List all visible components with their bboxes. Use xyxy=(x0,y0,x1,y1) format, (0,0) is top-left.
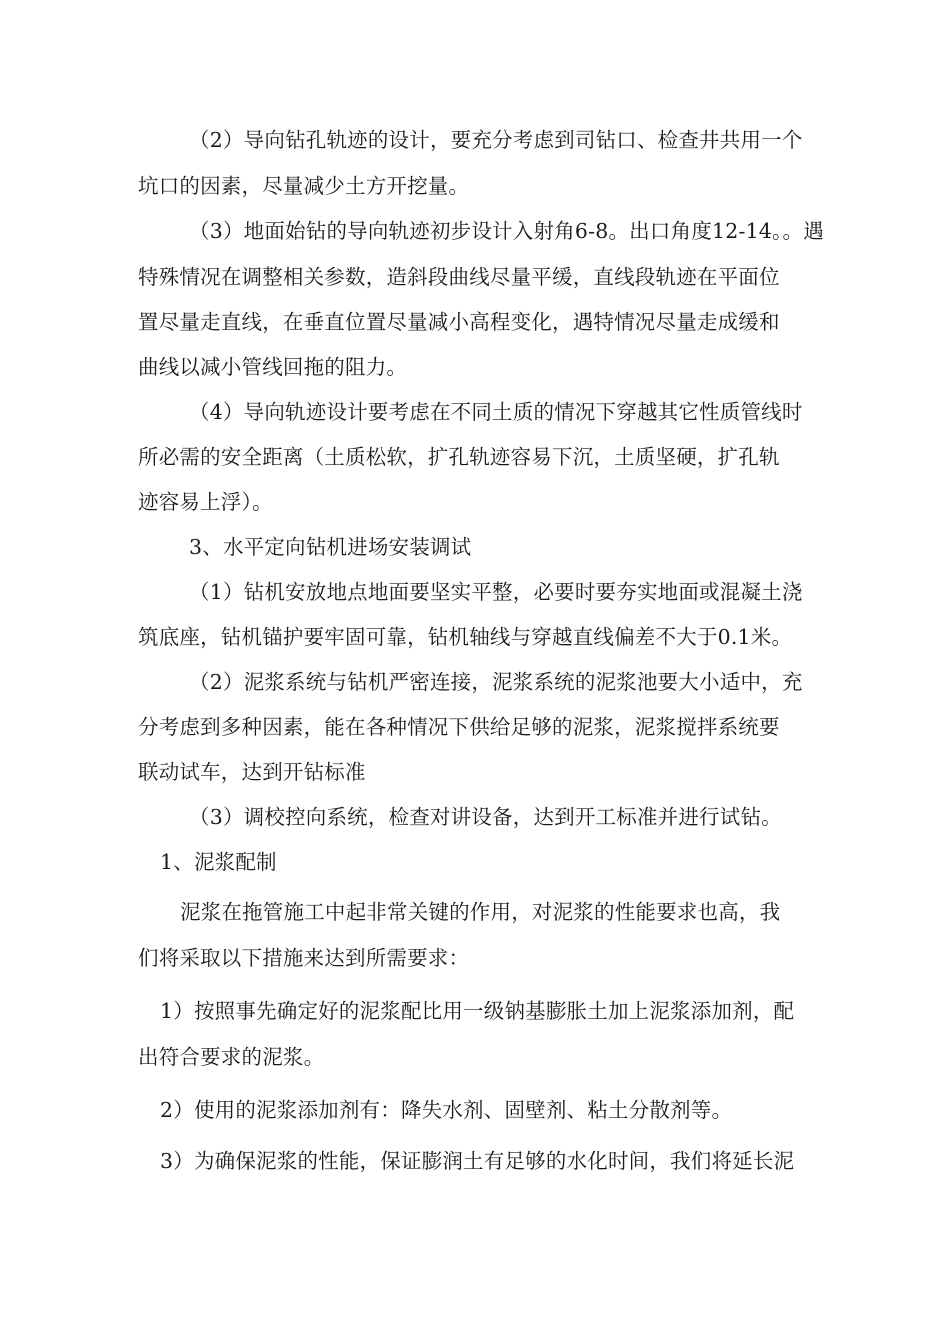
paragraph-4-line-2: 所必需的安全距离（土质松软，扩孔轨迹容易下沉，土质坚硬，扩孔轨 xyxy=(138,445,780,469)
section-heading-3: 3、水平定向钻机进场安装调试 xyxy=(189,535,472,559)
paragraph-3-line-2: 特殊情况在调整相关参数，造斜段曲线尽量平缓，直线段轨迹在平面位 xyxy=(138,265,780,289)
paragraph-3-line-3: 置尽量走直线，在垂直位置尽量减小高程变化，遇特情况尽量走成缓和 xyxy=(138,310,780,334)
paragraph-4-line-3: 迹容易上浮）。 xyxy=(138,490,273,514)
section-heading-mud: 1、泥浆配制 xyxy=(160,850,277,874)
install-item-3-line-1: （3）调校控向系统，检查对讲设备，达到开工标准并进行试钻。 xyxy=(189,805,782,829)
paragraph-2-line-2: 坑口的因素，尽量减少土方开挖量。 xyxy=(138,174,470,198)
paragraph-2-line-1: （2）导向钻孔轨迹的设计，要充分考虑到司钻口、检查井共用一个 xyxy=(189,128,803,152)
paragraph-3-line-4: 曲线以减小管线回拖的阻力。 xyxy=(138,355,408,379)
mud-item-1-line-1: 1）按照事先确定好的泥浆配比用一级钠基膨胀土加上泥浆添加剂，配 xyxy=(160,999,795,1023)
mud-item-2-line-1: 2）使用的泥浆添加剂有：降失水剂、固壁剂、粘土分散剂等。 xyxy=(160,1098,733,1122)
install-item-2-line-1: （2）泥浆系统与钻机严密连接，泥浆系统的泥浆池要大小适中，充 xyxy=(189,670,803,694)
mud-intro-line-1: 泥浆在拖管施工中起非常关键的作用，对泥浆的性能要求也高，我 xyxy=(180,900,781,924)
mud-item-1-line-2: 出符合要求的泥浆。 xyxy=(138,1045,325,1069)
install-item-1-line-1: （1）钻机安放地点地面要坚实平整，必要时要夯实地面或混凝土浇 xyxy=(189,580,803,604)
mud-item-3-line-1: 3）为确保泥浆的性能，保证膨润土有足够的水化时间，我们将延长泥 xyxy=(160,1149,795,1173)
mud-intro-line-2: 们将采取以下措施来达到所需要求： xyxy=(138,946,470,970)
install-item-1-line-2: 筑底座，钻机锚护要牢固可靠，钻机轴线与穿越直线偏差不大于0.1米。 xyxy=(138,625,793,649)
install-item-2-line-3: 联动试车，达到开钻标准 xyxy=(138,760,366,784)
paragraph-4-line-1: （4）导向轨迹设计要考虑在不同土质的情况下穿越其它性质管线时 xyxy=(189,400,803,424)
install-item-2-line-2: 分考虑到多种因素，能在各种情况下供给足够的泥浆，泥浆搅拌系统要 xyxy=(138,715,780,739)
paragraph-3-line-1: （3）地面始钻的导向轨迹初步设计入射角6-8。出口角度12-14。。遇 xyxy=(189,219,824,243)
